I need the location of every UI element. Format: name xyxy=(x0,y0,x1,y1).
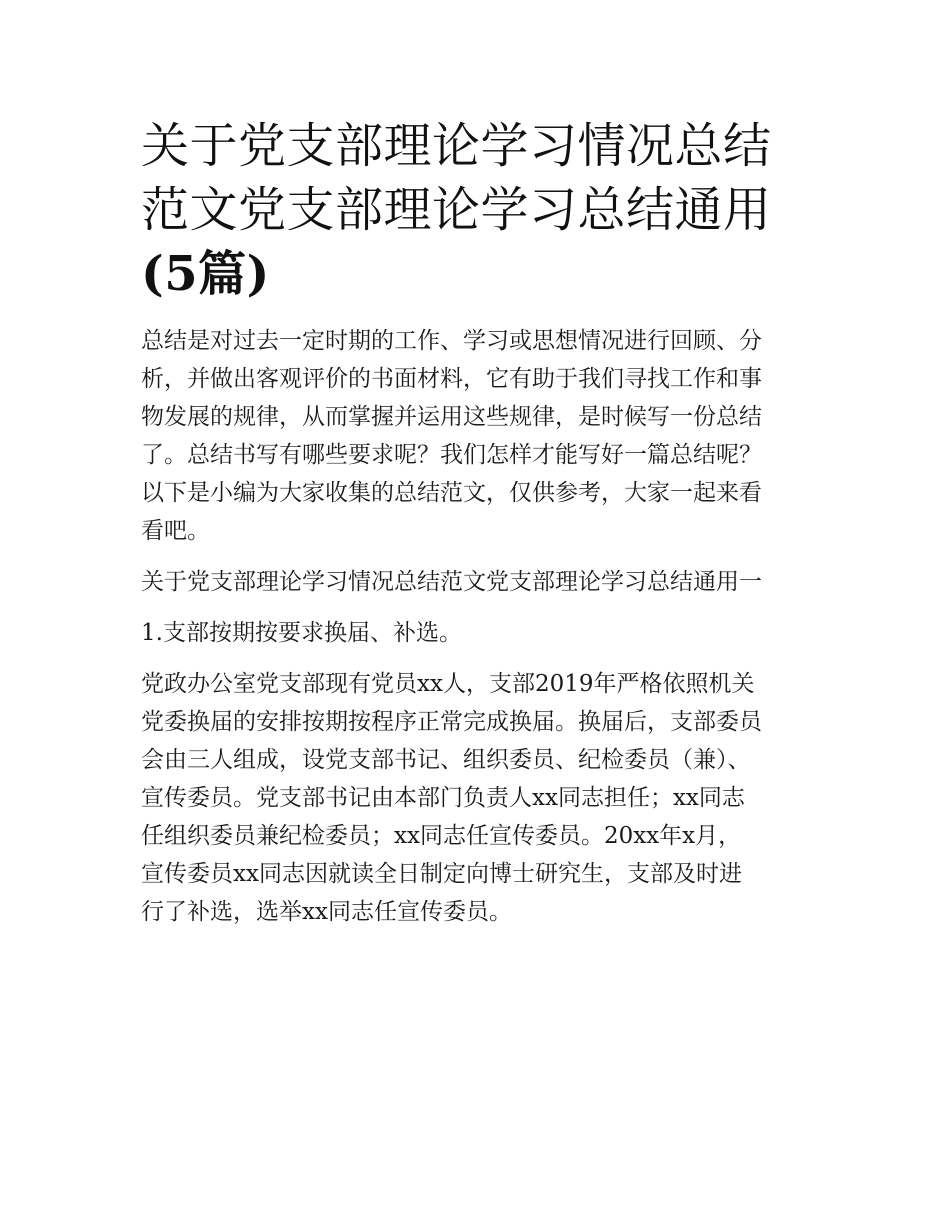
document-title xyxy=(141,114,813,306)
intro-paragraph xyxy=(141,322,813,550)
paragraph-line: 宣传委员xx同志因就读全日制定向博士研究生，支部及时进 xyxy=(141,861,742,887)
paragraph-line: 任组织委员兼纪检委员；xx同志任宣传委员。20xx年x月， xyxy=(141,823,742,849)
paragraph-line: 物发展的规律，从而掌握并运用这些规律，是时候写一份总结 xyxy=(141,404,762,430)
paragraph-line: 宣传委员。党支部书记由本部门负责人xx同志担任；xx同志 xyxy=(141,785,745,811)
title-line-3: (5篇) xyxy=(141,246,270,302)
numbered-item-paragraph xyxy=(141,614,813,652)
title-line-1: 关于党支部理论学习情况总结 xyxy=(141,118,772,174)
paragraph-line: 会由三人组成，设党支部书记、组织委员、纪检委员（兼）、 xyxy=(141,747,751,773)
body-paragraph xyxy=(141,665,813,931)
paragraph-line: 1.支部按期按要求换届、补选。 xyxy=(141,620,462,646)
title-line-2: 范文党支部理论学习总结通用 xyxy=(141,182,772,238)
paragraph-line: 党委换届的安排按期按程序正常完成换届。换届后，支部委员 xyxy=(141,709,762,735)
paragraph-line: 了。总结书写有哪些要求呢？我们怎样才能写好一篇总结呢？ xyxy=(141,442,762,468)
paragraph-line: 党政办公室党支部现有党员xx人，支部2019年严格依照机关 xyxy=(141,671,755,697)
paragraph-line: 以下是小编为大家收集的总结范文，仅供参考，大家一起来看 xyxy=(141,480,762,506)
paragraph-line: 总结是对过去一定时期的工作、学习或思想情况进行回顾、分 xyxy=(141,328,762,354)
paragraph-line: 关于党支部理论学习情况总结范文党支部理论学习总结通用一 xyxy=(141,569,762,595)
section-heading-paragraph xyxy=(141,563,813,601)
paragraph-line: 看吧。 xyxy=(141,518,210,544)
document-body xyxy=(141,322,813,931)
paragraph-line: 析，并做出客观评价的书面材料，它有助于我们寻找工作和事 xyxy=(141,366,762,392)
paragraph-line: 行了补选，选举xx同志任宣传委员。 xyxy=(141,899,512,925)
document-content xyxy=(141,114,813,944)
